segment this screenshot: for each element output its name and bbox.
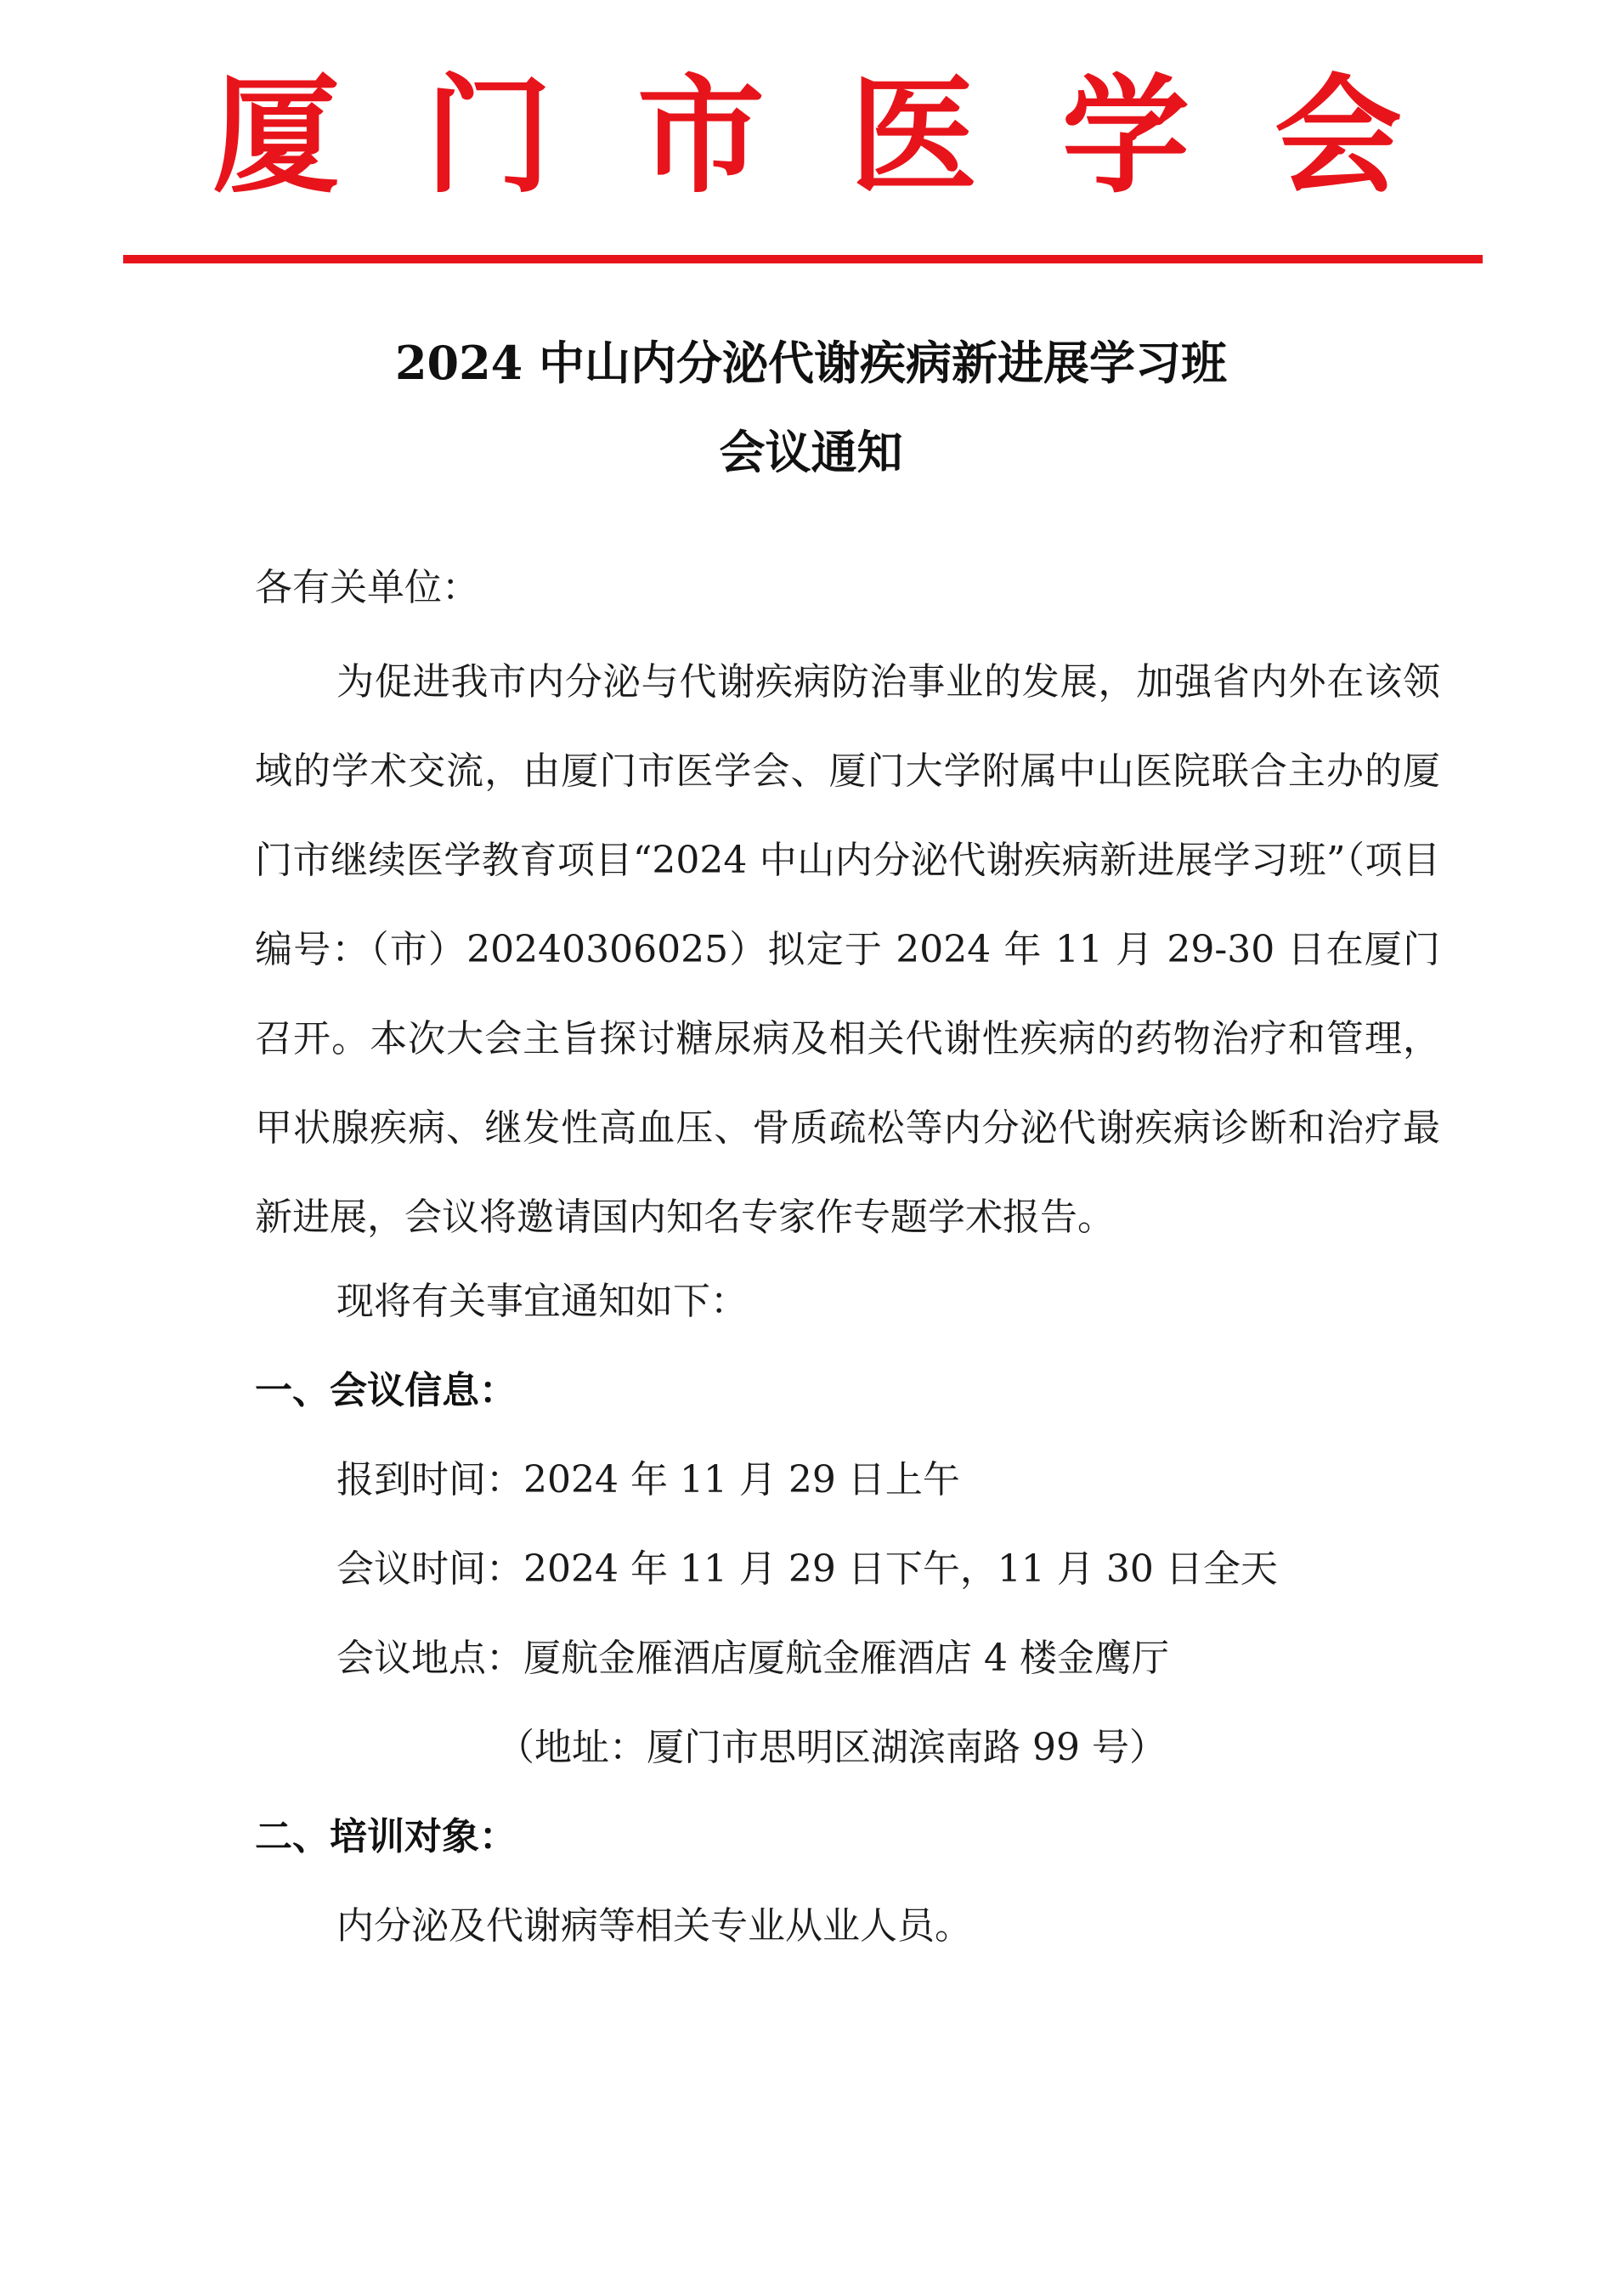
letterhead — [212, 59, 1402, 212]
letterhead-char: 会 — [1274, 61, 1402, 211]
salutation: 各有关单位： — [255, 566, 479, 609]
meeting-venue: 会议地点：厦航金雁酒店厦航金雁酒店 4 楼金鹰厅 — [336, 1637, 1169, 1680]
intro-paragraph: 为促进我市内分泌与代谢疾病防治事业的发展，加强省内外在该领域的学术交流，由厦门市医学会、厦门大学附属中山医院联合主办的厦门市继续医学教育项目“2024 中山内分泌代谢疾病新进展学习班”（项目编号：（市）20240306025）拟定于 2024 年 11 月 29-30 日在厦门召开。本次大会主旨探讨糖尿病及相关代谢性疾病的药物治疗和管理，甲状腺疾病、继发性高血压、骨质疏松等内分泌代谢疾病诊断和治疗最新进展，会议将邀请国内知名专家作专题学术报告。 — [255, 660, 1440, 1239]
letterhead-char: 医 — [849, 61, 977, 211]
venue-address: （地址：厦门市思明区湖滨南路 99 号） — [497, 1726, 1167, 1769]
letterhead-char: 门 — [424, 61, 552, 211]
letterhead-divider — [123, 255, 1483, 263]
registration-time: 报到时间：2024 年 11 月 29 日上午 — [336, 1458, 960, 1501]
section-heading-target-audience: 二、培训对象： — [255, 1815, 517, 1858]
meeting-time: 会议时间：2024 年 11 月 29 日下午，11 月 30 日全天 — [336, 1547, 1278, 1591]
letterhead-char: 学 — [1061, 61, 1190, 211]
target-audience: 内分泌及代谢病等相关专业从业人员。 — [336, 1904, 972, 1948]
notice-intro: 现将有关事宜通知如下： — [336, 1280, 748, 1323]
document-title: 2024 中山内分泌代谢疾病新进展学习班 — [394, 336, 1228, 390]
document-subtitle: 会议通知 — [719, 425, 903, 479]
letterhead-char: 厦 — [212, 61, 341, 211]
section-heading-meeting-info: 一、会议信息： — [255, 1369, 517, 1412]
letterhead-char: 市 — [636, 61, 765, 211]
